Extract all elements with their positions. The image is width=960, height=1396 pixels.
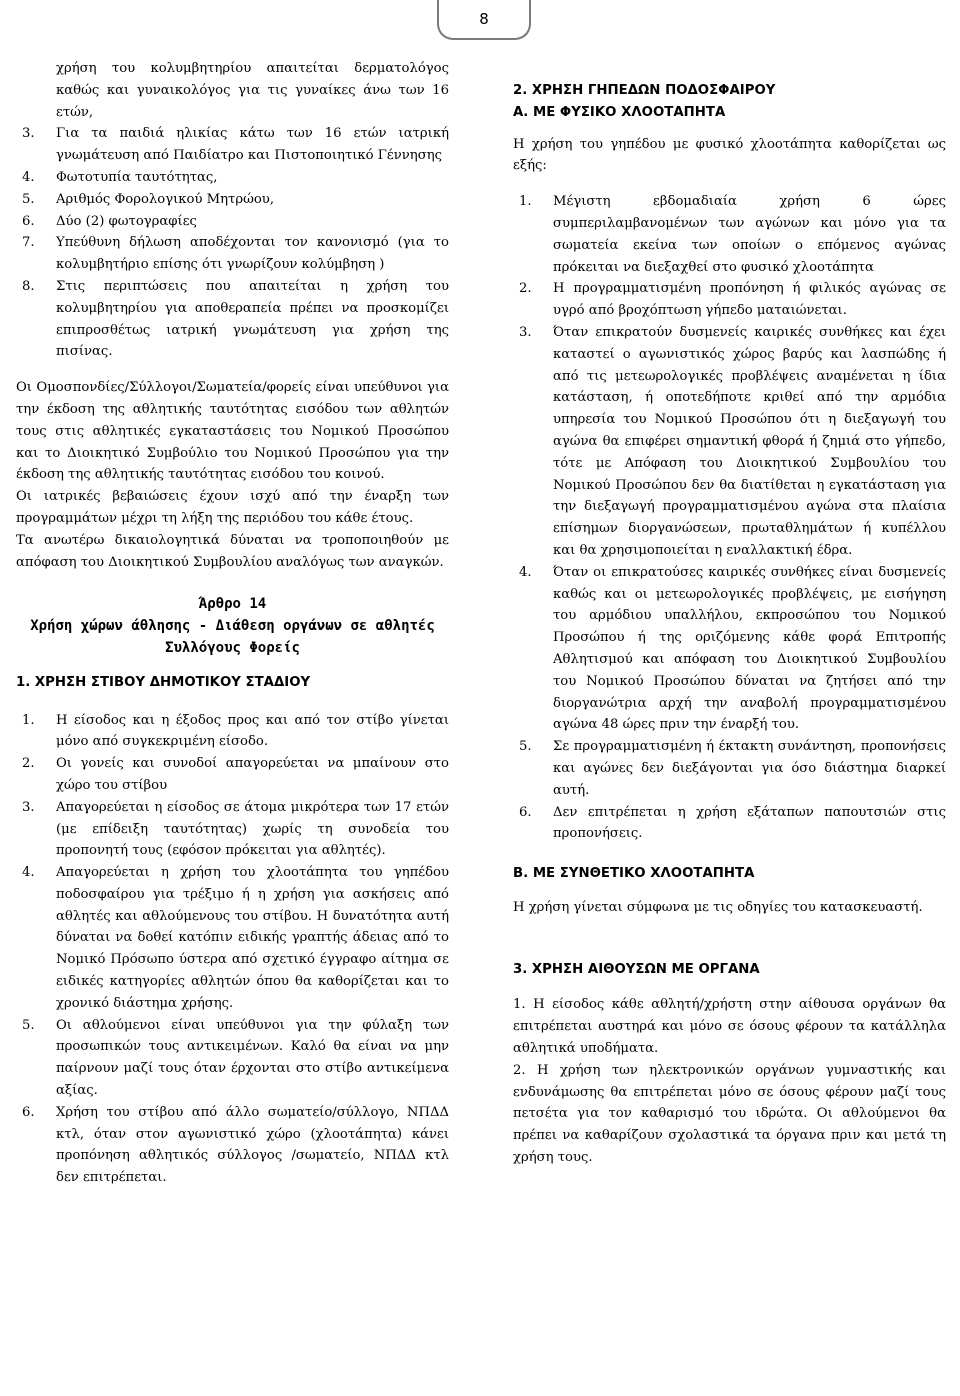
list-item xyxy=(16,167,449,189)
list-item-text: Η είσοδος και η έξοδος προς και από τον στίβο γίνεται μόνο από συγκεκριμένη είσοδο. xyxy=(56,712,449,750)
list-item-text: Απαγορεύεται η χρήση του χλοοτάπητα του γηπέδου ποδοσφαίρου για τρέξιμο ή η χρήση για ασκήσεις από αθλητές και αθλούμενους του στίβου. Η δυνατότητα αυτή δύναται να δοθεί κατόπιν ειδικής γραπτής άδειας από το Νομικό Πρόσωπο ύστερα από σχετικό έγγραφο αίτημα σε ειδικές κατηγορίες αθλητών όπου θα καθορίζεται και το χρονικό διάστημα χρήσης. xyxy=(56,865,449,1011)
list-item xyxy=(513,278,946,322)
list-item xyxy=(513,802,946,846)
list-item-text: Η προγραμματισμένη προπόνηση ή φιλικός αγώνας σε υγρό από βροχόπτωση γήπεδο ματαιώνεται. xyxy=(553,281,946,319)
paragraph: Η χρήση του γηπέδου με φυσικό χλοοτάπητα καθορίζεται ως εξής: xyxy=(513,136,946,174)
list-item-number: 1. xyxy=(519,194,532,210)
paragraph: 2. Η χρήση των ηλεκτρονικών οργάνων γυμναστικής και ενδυνάμωσης θα επιτρέπεται μόνο σε όσους φέρουν μαζί τους πετσέτα για τον καθαρισμό του ιδρώτα. Οι αθλούμενοι θα πρέπει να καθαρίζουν σχολαστικά τα όργανα πριν και μετά τη χρήση τους. xyxy=(513,1062,946,1166)
paragraph: Η χρήση γίνεται σύμφωνα με τις οδηγίες του κατασκευαστή. xyxy=(513,899,923,915)
list-item-number: 1. xyxy=(22,712,35,728)
list-item-text: Οι γονείς και συνοδοί απαγορεύεται να μπαίνουν στο χώρο του στίβου xyxy=(56,756,449,793)
list-item-number: 6. xyxy=(519,804,532,820)
list-item xyxy=(16,58,449,123)
paragraph: Οι ιατρικές βεβαιώσεις έχουν ισχύ από την έναρξη των προγραμμάτων μέχρι τη λήξη της περιόδου του κάθε έτους. xyxy=(16,489,449,526)
list-item-text: Σε προγραμματισμένη ή έκτακτη συνάντηση, προπονήσεις και αγώνες δεν διεξάγονται για όσο διάστημα διαρκεί αυτή. xyxy=(553,739,946,798)
section-title: 1. ΧΡΗΣΗ ΣΤΙΒΟΥ ΔΗΜΟΤΙΚΟΥ ΣΤΑΔΙΟΥ xyxy=(16,674,311,690)
list-item-text: Δύο (2) φωτογραφίες xyxy=(56,213,197,229)
list-item-number: 6. xyxy=(22,1104,35,1120)
section-title: Β. ΜΕ ΣΥΝΘΕΤΙΚΟ ΧΛΟΟΤΑΠΗΤΑ xyxy=(513,866,755,882)
list-item-text: Υπεύθυνη δήλωση αποδέχονται τον κανονισμό (για το κολυμβητήριο επίσης ότι γνωρίζουν κολύμβηση ) xyxy=(56,235,449,273)
list-item-number: 5. xyxy=(22,1017,35,1033)
paragraph: 1. Η είσοδος κάθε αθλητή/χρήστη στην αίθουσα οργάνων θα επιτρέπεται αυστηρά και μόνο σε όσους φέρουν τα κατάλληλα αθλητικά υποδήματα. xyxy=(513,997,946,1057)
list-item-text: Αριθμός Φορολογικού Μητρώου, xyxy=(56,191,275,207)
list-item-number: 3. xyxy=(22,126,35,142)
list-item xyxy=(513,562,946,736)
paragraph: Τα ανωτέρω δικαιολογητικά δύναται να τροποποιηθούν με απόφαση του Διοικητικού Συμβουλίου αναλόγως των αναγκών. xyxy=(16,532,449,570)
list-item-text: Δεν επιτρέπεται η χρήση εξάταπων παπουτσιών στις προπονήσεις. xyxy=(553,804,946,842)
list-item xyxy=(16,753,449,797)
section-title: 2. ΧΡΗΣΗ ΓΗΠΕΔΩΝ ΠΟΔΟΣΦΑΙΡΟΥ xyxy=(513,83,776,98)
list-item xyxy=(513,322,946,562)
list-item-number: 4. xyxy=(519,564,532,580)
list-item xyxy=(16,710,449,754)
list-item-text: Όταν επικρατούν δυσμενείς καιρικές συνθήκες και έχει καταστεί ο αγωνιστικός χώρος βαρύς και λασπώδης ή από τις μετεωρολογικές προβλέψεις αναμένεται η ίδια κατάσταση, ή οποτεδήποτε κριθεί από την αρμόδια υπηρεσία του Νομικού Προσώπου ότι η διεξαγωγή του αγώνα θα επιφέρει σημαντική φθορά ή ζημιά στο γήπεδο, τότε με Απόφαση του Διοικητικού Συμβουλίου του Νομικού Προσώπου δεν θα διατίθεται η εγκατάσταση για την διεξαγωγή προγραμματισμένου αγώνα στα πλαίσια επίσημων διοργανώσεων, πρωταθλημάτων ή κυπέλλου και θα χρησιμοποιείται η εναλλακτική έδρα. xyxy=(553,324,946,558)
section-title: 3. ΧΡΗΣΗ ΑΙΘΟΥΣΩΝ ΜΕ ΟΡΓΑΝΑ xyxy=(513,961,760,977)
list-item-text: Στις περιπτώσεις που απαιτείται η χρήση του κολυμβητηρίου για αποθεραπεία πρέπει να προσκομίζει επιπροσθέτως ιατρική γνωμάτευση για χρήση της πισίνας. xyxy=(56,278,449,360)
list-item xyxy=(16,276,449,363)
list-item-text: Απαγορεύεται η είσοδος σε άτομα μικρότερα των 17 ετών (με επίδειξη ταυτότητας) χωρίς τη συνοδεία του προπονητή τους (εφόσον πρόκειται για αθλητές). xyxy=(56,799,449,859)
list-item xyxy=(16,862,449,1015)
list-item-number: 3. xyxy=(519,324,532,340)
list-item xyxy=(16,797,449,862)
list-item-text: Χρήση του στίβου από άλλο σωματείο/σύλλογο, ΝΠΔΔ κτλ, όταν στον αγωνιστικό χώρο (χλοοτάπητα) κάνει προπόνηση αθλητικός σύλλογος /σωματείο, ΝΠΔΔ κτλ δεν επιτρέπεται. xyxy=(56,1104,449,1186)
list-item-number: 2. xyxy=(519,281,532,297)
list-item xyxy=(513,736,946,801)
article-subtitle: Χρήση χώρων άθλησης - Διάθεση οργάνων σε αθλητές Συλλόγους Φορείς xyxy=(30,618,435,656)
list-item-number: 4. xyxy=(22,169,35,185)
list-item-text: Φωτοτυπία ταυτότητας, xyxy=(56,169,218,185)
list-item xyxy=(16,123,449,167)
list-item-number: 6. xyxy=(22,213,35,229)
list-item-text: Μέγιστη εβδομαδιαία χρήση 6 ώρες συμπεριλαμβανομένων των αγώνων και μόνο για τα σωματεία εκείνα των οποίων ο επόμενος αγώνας πρόκειται να διεξαχθεί στο φυσικό χλοοτάπητα xyxy=(553,194,946,275)
left-column xyxy=(16,58,449,1189)
page-number: 8 xyxy=(437,0,531,40)
list-item-number: 3. xyxy=(22,799,35,815)
list-item-text: Οι αθλούμενοι είναι υπεύθυνοι για την φύλαξη των προσωπικών τους αντικειμένων. Καλό θα είναι να μην παίρνουν μαζί τους όταν έρχονται στο στίβο αντικείμενα αξίας. xyxy=(56,1017,449,1099)
section-subtitle: Α. ΜΕ ΦΥΣΙΚΟ ΧΛΟΟΤΑΠΗΤΑ xyxy=(513,104,726,120)
list-item-number: 5. xyxy=(22,191,35,207)
list-item-text: Όταν οι επικρατούσες καιρικές συνθήκες είναι δυσμενείς καθώς και οι μετεωρολογικές προβλέψεις, με εισήγηση του αρμόδιου υπαλλήλου, εκπροσώπου του Νομικού Προσώπου ή της οριζόμενης κάθε φορά Επιτροπής Αθλητισμού και απόφαση του Διοικητικού Συμβουλίου του Νομικού Προσώπου δύναται να ζητήσει από την διοργανώτρια αρχή την αναβολή προγραμματισμένου αγώνα 48 ώρες πριν την έναρξή του. xyxy=(553,564,946,733)
right-column xyxy=(513,80,946,1169)
list-item-number: 5. xyxy=(519,739,532,755)
list-item xyxy=(16,189,449,211)
list-item-number: 7. xyxy=(22,235,35,251)
list-item-number: 2. xyxy=(22,756,35,772)
list-item-number: 4. xyxy=(22,865,35,881)
list-item-number: 8. xyxy=(22,278,35,294)
list-item xyxy=(16,1102,449,1189)
list-item xyxy=(16,232,449,276)
paragraph: Οι Ομοσπονδίες/Σύλλογοι/Σωματεία/φορείς είναι υπεύθυνοι για την έκδοση της αθλητικής ταυτότητας εισόδου των αθλητών τους στις αθλητικές εγκαταστάσεις του Νομικού Προσώπου και το Διοικητικό Συμβούλιο του Νομικού Προσώπου για την έκδοση της αθλητικής ταυτότητας εισόδου του κοινού. xyxy=(16,380,449,483)
football-field-rules-list xyxy=(513,191,946,845)
list-item-text: Για τα παιδιά ηλικίας κάτω των 16 ετών ιατρική γνωμάτευση από Παιδίατρο και Πιστοποιητικό Γέννησης xyxy=(56,126,449,164)
list-item-text: χρήση του κολυμβητηρίου απαιτείται δερματολόγος καθώς και γυναικολόγος για τις γυναίκες άνω των 16 ετών, xyxy=(56,61,449,120)
list-item xyxy=(513,191,946,278)
list-item xyxy=(16,1015,449,1102)
list-item xyxy=(16,211,449,233)
stadium-rules-list xyxy=(16,710,449,1190)
requirements-list xyxy=(16,58,449,363)
article-title: Άρθρο 14 xyxy=(198,596,267,613)
